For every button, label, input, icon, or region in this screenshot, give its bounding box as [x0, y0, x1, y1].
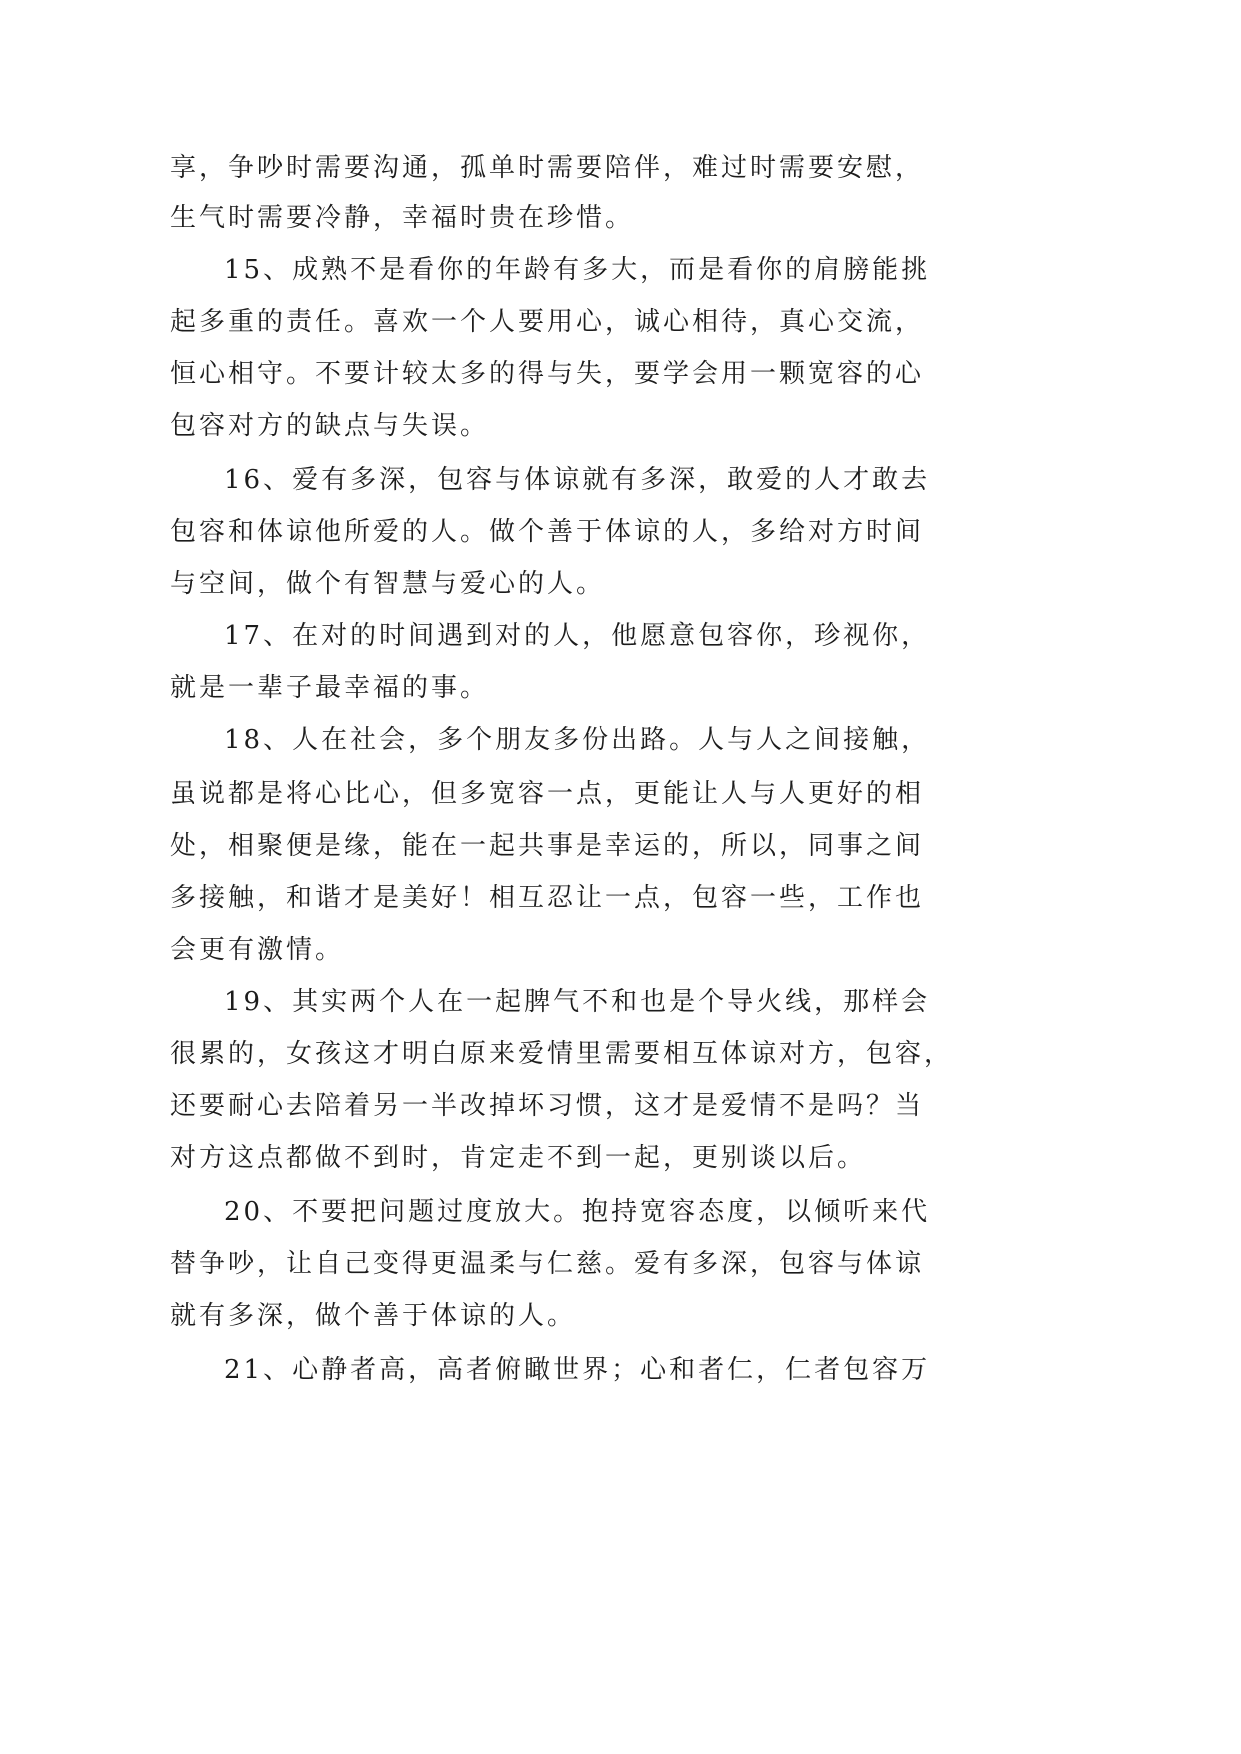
- text-line: 处，相聚便是缘，能在一起共事是幸运的，所以，同事之间: [170, 831, 925, 861]
- text-line: 替争吵，让自己变得更温柔与仁慈。爱有多深，包容与体谅: [170, 1249, 925, 1279]
- paragraph-20-first-line: 20、不要把问题过度放大。抱持宽容态度，以倾听来代: [224, 1197, 931, 1227]
- text-line: 对方这点都做不到时，肯定走不到一起，更别谈以后。: [170, 1143, 867, 1173]
- text-line: 会更有激情。: [170, 935, 345, 965]
- text-line: 还要耐心去陪着另一半改掉坏习惯，这才是爱情不是吗？当: [170, 1091, 925, 1121]
- text-line: 包容对方的缺点与失误。: [170, 411, 490, 441]
- paragraph-18-first-line: 18、人在社会，多个朋友多份出路。人与人之间接触，: [224, 725, 931, 755]
- text-line: 享，争吵时需要沟通，孤单时需要陪伴，难过时需要安慰，: [170, 153, 925, 183]
- paragraph-19-first-line: 19、其实两个人在一起脾气不和也是个导火线，那样会: [224, 987, 931, 1017]
- paragraph-16-first-line: 16、爱有多深，包容与体谅就有多深，敢爱的人才敢去: [224, 465, 931, 495]
- text-line: 很累的，女孩这才明白原来爱情里需要相互体谅对方，包容，: [170, 1039, 954, 1069]
- text-line: 就有多深，做个善于体谅的人。: [170, 1301, 577, 1331]
- text-line: 起多重的责任。喜欢一个人要用心，诚心相待，真心交流，: [170, 307, 925, 337]
- paragraph-17-first-line: 17、在对的时间遇到对的人，他愿意包容你，珍视你，: [224, 621, 931, 651]
- text-line: 恒心相守。不要计较太多的得与失，要学会用一颗宽容的心: [170, 359, 925, 389]
- paragraph-15-first-line: 15、成熟不是看你的年龄有多大，而是看你的肩膀能挑: [224, 255, 931, 285]
- text-line: 虽说都是将心比心，但多宽容一点，更能让人与人更好的相: [170, 779, 925, 809]
- text-line: 就是一辈子最幸福的事。: [170, 673, 490, 703]
- text-line: 包容和体谅他所爱的人。做个善于体谅的人，多给对方时间: [170, 517, 925, 547]
- text-line: 与空间，做个有智慧与爱心的人。: [170, 569, 606, 599]
- text-line: 多接触，和谐才是美好！相互忍让一点，包容一些，工作也: [170, 883, 925, 913]
- paragraph-21-first-line: 21、心静者高，高者俯瞰世界；心和者仁，仁者包容万: [224, 1355, 931, 1385]
- text-line: 生气时需要冷静，幸福时贵在珍惜。: [170, 203, 635, 233]
